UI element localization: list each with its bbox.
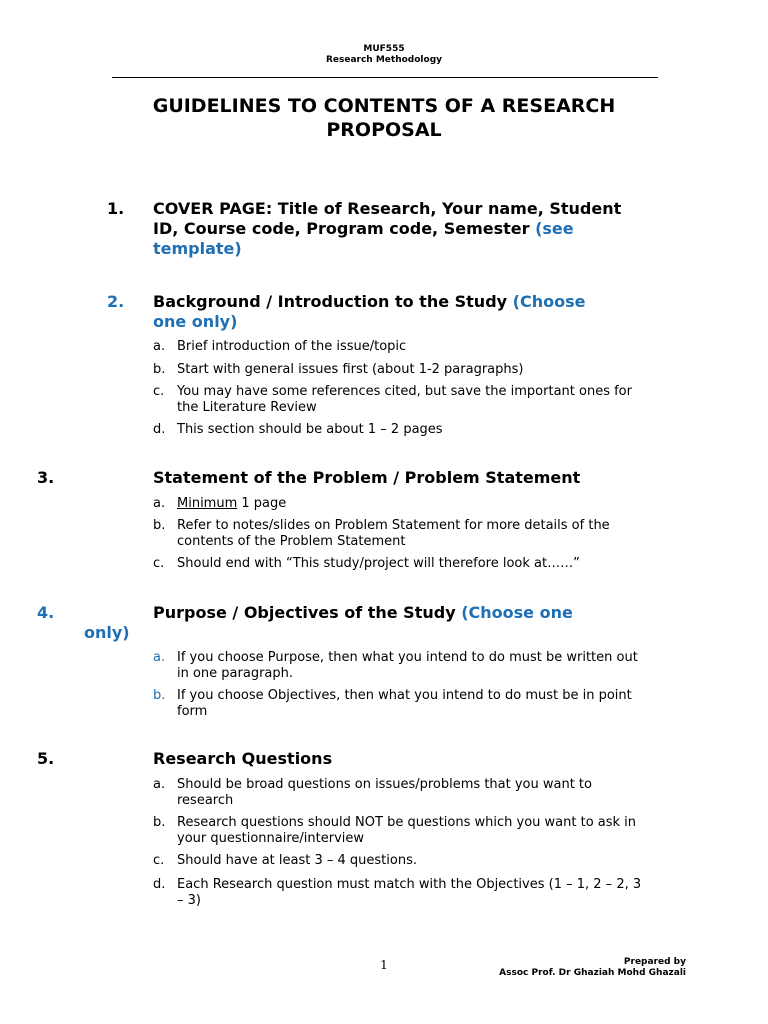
list-item-letter: b.	[153, 688, 166, 703]
section-1-note-line-2: template)	[153, 239, 242, 258]
section-1-heading-line-1: COVER PAGE: Title of Research, Your name, Student	[153, 199, 622, 218]
list-item-letter: c.	[153, 556, 165, 571]
section-2-heading-text: Background / Introduction to the Study	[153, 292, 508, 311]
section-3-number: 3.	[37, 468, 55, 487]
section-4-note: (Choose one	[461, 603, 573, 622]
section-5-heading: Research Questions	[153, 749, 333, 768]
list-item	[153, 384, 693, 416]
list-item-text: Should be broad questions on issues/problems that you want to	[177, 777, 592, 792]
list-item	[153, 815, 693, 847]
section-2-heading-line-1	[153, 292, 693, 312]
page-title-line-1: GUIDELINES TO CONTENTS OF A RESEARCH	[152, 95, 616, 117]
list-item-text: You may have some references cited, but save the important ones for	[177, 384, 632, 399]
section-1-heading	[153, 199, 693, 259]
list-item	[153, 422, 693, 438]
prepared-by-label: Prepared by	[623, 957, 686, 967]
list-item	[153, 688, 693, 720]
list-item-letter: a.	[153, 339, 166, 354]
list-item	[153, 877, 693, 909]
list-item-letter: a.	[153, 777, 166, 792]
section-1-note: (see	[535, 219, 574, 238]
author-name: Assoc Prof. Dr Ghaziah Mohd Ghazali	[499, 968, 686, 978]
section-1-heading-line-2	[153, 219, 693, 239]
underlined-text: Minimum	[177, 496, 238, 511]
list-item-text-continued: contents of the Problem Statement	[177, 534, 406, 549]
list-item-letter: b.	[153, 815, 166, 830]
list-item	[153, 339, 693, 355]
list-item-text-continued: in one paragraph.	[177, 666, 294, 681]
header-divider	[112, 77, 658, 78]
section-4-heading	[153, 603, 693, 623]
list-item-text: Research questions should NOT be questions which you want to ask in	[177, 815, 637, 830]
list-item-text: Should have at least 3 – 4 questions.	[177, 853, 417, 868]
list-item-text: This section should be about 1 – 2 pages	[177, 422, 443, 437]
list-item-text-continued: – 3)	[177, 893, 201, 908]
list-item	[153, 518, 693, 550]
list-item-letter: c.	[153, 384, 165, 399]
list-item-text-continued: form	[177, 704, 208, 719]
list-item-letter: d.	[153, 422, 166, 437]
list-item	[153, 362, 693, 378]
list-item-letter: a.	[153, 650, 166, 665]
list-item-letter: b.	[153, 518, 166, 533]
page-number: 1	[380, 958, 388, 972]
list-item-text-continued: research	[177, 793, 234, 808]
list-item-text	[177, 496, 693, 512]
list-item-letter: b.	[153, 362, 166, 377]
list-item-text-continued: your questionnaire/interview	[177, 831, 365, 846]
section-3-heading: Statement of the Problem / Problem Statement	[153, 468, 581, 487]
list-item-text: If you choose Objectives, then what you intend to do must be in point	[177, 688, 632, 703]
section-4-number: 4.	[37, 603, 55, 622]
section-2-number: 2.	[107, 292, 125, 311]
list-item	[153, 496, 693, 512]
section-1-heading-line-2-text: ID, Course code, Program code, Semester	[153, 219, 530, 238]
section-4-heading-text: Purpose / Objectives of the Study	[153, 603, 456, 622]
list-item-letter: a.	[153, 496, 166, 511]
list-item-text: Should end with “This study/project will therefore look at……”	[177, 556, 580, 571]
section-2-note-line-2: one only)	[153, 312, 238, 331]
list-item-text-rest: 1 page	[237, 496, 287, 511]
section-5-number: 5.	[37, 749, 55, 768]
header-subject: Research Methodology	[325, 55, 443, 65]
list-item-text: Start with general issues first (about 1-2 paragraphs)	[177, 362, 524, 377]
section-4-note-line-2: only)	[84, 623, 130, 642]
list-item-letter: d.	[153, 877, 166, 892]
list-item-text: Refer to notes/slides on Problem Statement for more details of the	[177, 518, 610, 533]
list-item	[153, 556, 693, 572]
section-2-note: (Choose	[512, 292, 586, 311]
list-item	[153, 650, 693, 682]
page-title-line-2: PROPOSAL	[326, 119, 442, 141]
list-item	[153, 777, 693, 809]
list-item-text: If you choose Purpose, then what you intend to do must be written out	[177, 650, 638, 665]
list-item-text: Brief introduction of the issue/topic	[177, 339, 407, 354]
list-item-letter: c.	[153, 853, 165, 868]
section-2-heading	[153, 292, 693, 332]
page-title	[100, 94, 668, 142]
section-1-number: 1.	[107, 199, 125, 218]
list-item-text-continued: the Literature Review	[177, 400, 317, 415]
list-item-text: Each Research question must match with the Objectives (1 – 1, 2 – 2, 3	[177, 877, 642, 892]
header-course-code: MUF555	[363, 44, 405, 54]
list-item	[153, 853, 693, 869]
